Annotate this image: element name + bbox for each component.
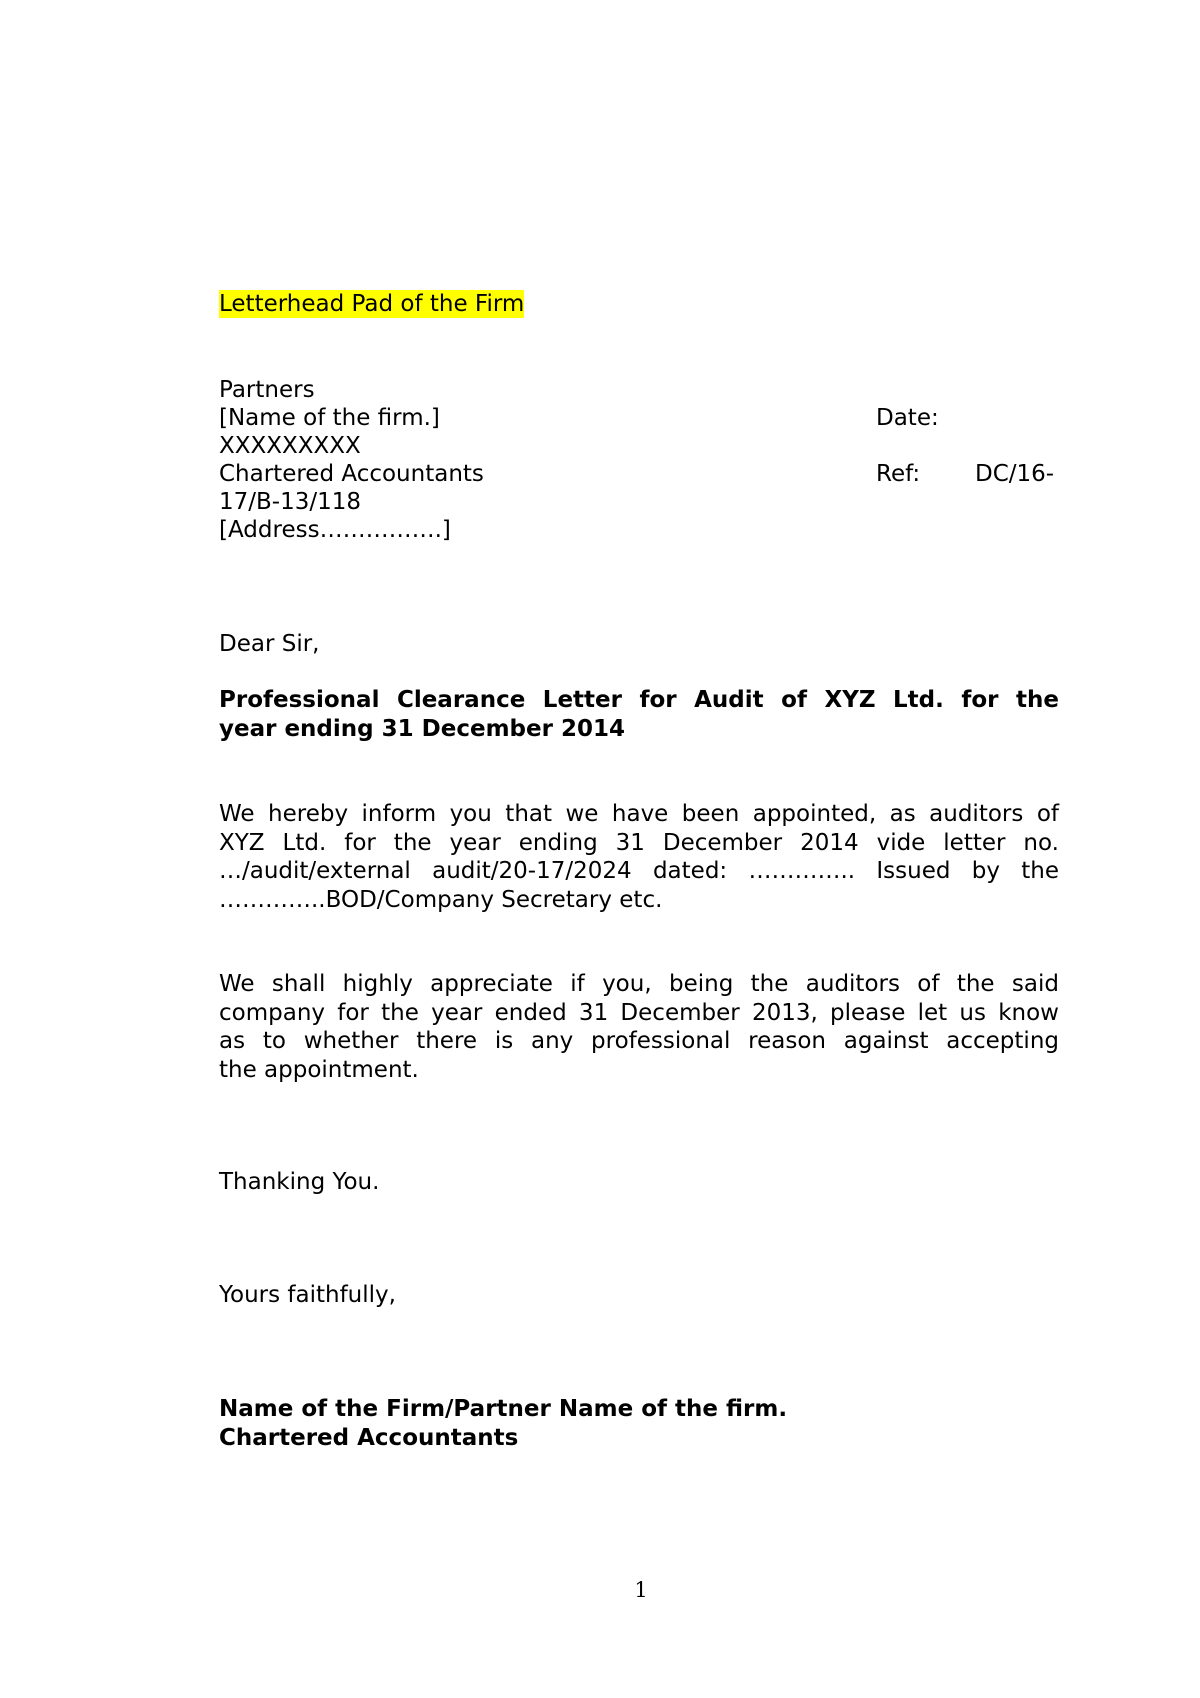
ref-label: Ref:	[876, 461, 921, 487]
signature-title: Chartered Accountants	[219, 1425, 519, 1451]
paragraph1-line-2: XYZ Ltd. for the year ending 31 December 2014 vide letter no.	[219, 829, 1059, 856]
addressee-partners: Partners	[219, 377, 315, 403]
addressee-title: Chartered Accountants	[219, 461, 484, 487]
addressee-placeholder: XXXXXXXXX	[219, 433, 361, 459]
addressee-ref-continuation: 17/B-13/118	[219, 489, 362, 515]
paragraph1-line-3: …/audit/external audit/20-17/2024 dated: ………….. Issued by the	[219, 858, 1059, 884]
paragraph2-line-2: company for the year ended 31 December 2013, please let us know	[219, 999, 1059, 1026]
paragraph-appointment	[219, 800, 1059, 914]
date-label: Date:	[876, 405, 939, 431]
signature-firm-partner: Name of the Firm/Partner Name of the firm.	[219, 1396, 788, 1422]
addressee-firm-name: [Name of the firm.]	[219, 405, 440, 431]
closing-yours-faithfully: Yours faithfully,	[219, 1282, 396, 1308]
paragraph2-line-1: We shall highly appreciate if you, being the auditors of the said	[219, 971, 1059, 997]
paragraph2-line-4: the appointment.	[219, 1056, 419, 1083]
paragraph-request	[219, 970, 1059, 1084]
closing-thanks: Thanking You.	[219, 1169, 380, 1195]
addressee-address: [Address…………….]	[219, 517, 451, 543]
subject-line-2: year ending 31 December 2014	[219, 715, 625, 742]
page-number: 1	[634, 1578, 648, 1602]
paragraph1-line-4: …………..BOD/Company Secretary etc.	[219, 886, 663, 913]
paragraph1-line-1: We hereby inform you that we have been appointed, as auditors of	[219, 801, 1059, 827]
ref-value: DC/16-	[975, 461, 1055, 487]
salutation: Dear Sir,	[219, 631, 320, 657]
paragraph2-line-3: as to whether there is any professional reason against accepting	[219, 1028, 1059, 1054]
subject-line-1: Professional Clearance Letter for Audit of XYZ Ltd. for the	[219, 687, 1059, 713]
subject-heading	[219, 686, 1059, 743]
letterhead-heading: Letterhead Pad of the Firm	[219, 291, 525, 317]
